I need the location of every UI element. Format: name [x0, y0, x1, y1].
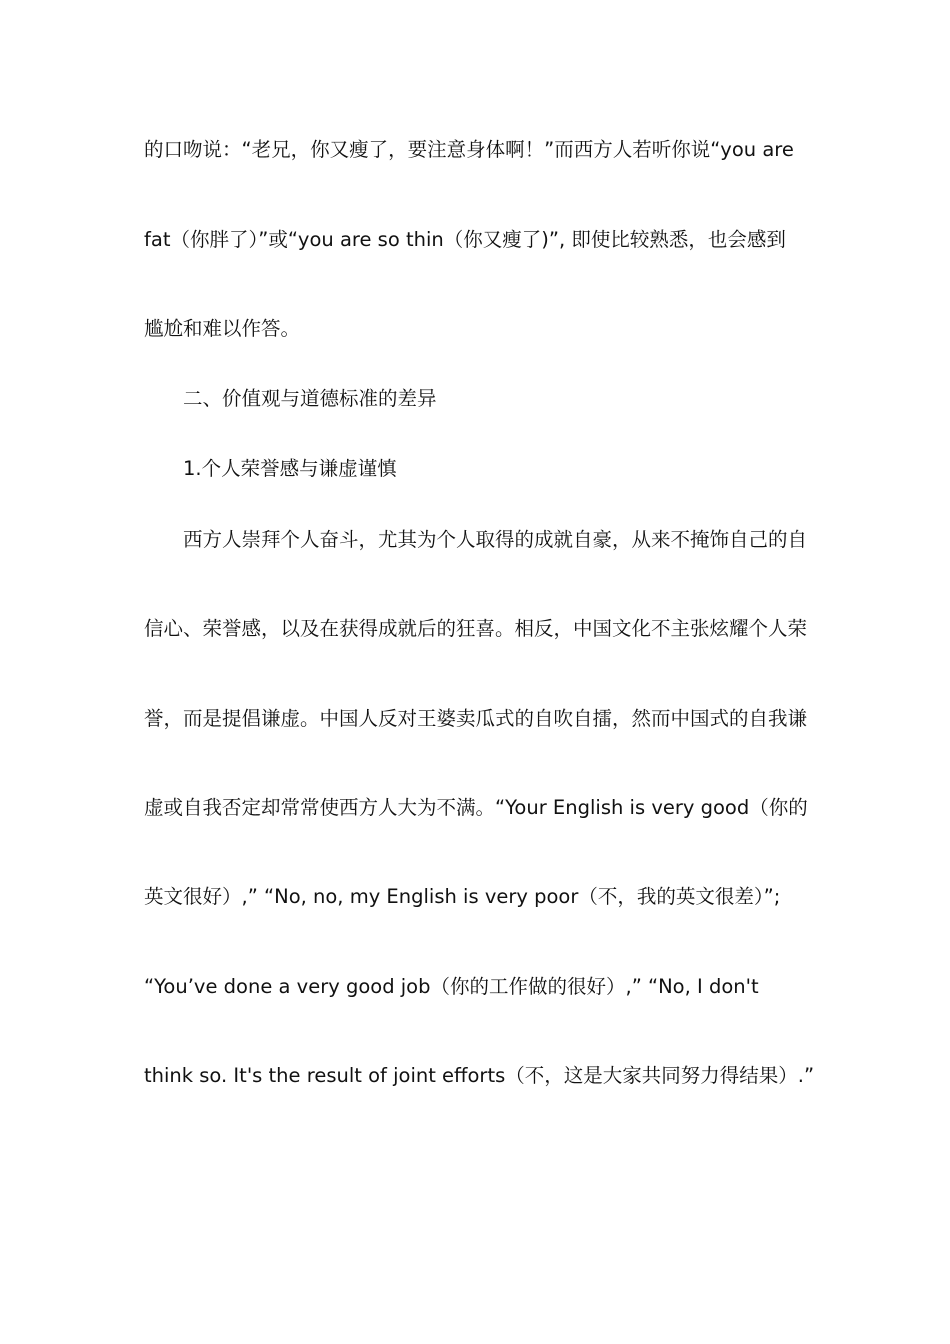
paragraph-line: 西方人崇拜个人奋斗，尤其为个人取得的成就自豪，从来不掩饰自己的自 — [183, 528, 808, 551]
paragraph-line: 尴尬和难以作答。 — [144, 317, 301, 340]
section-heading: 二、价值观与道德标准的差异 — [183, 387, 437, 410]
paragraph-line: 虚或自我否定却常常使西方人大为不满。“Your English is very good（你的 — [144, 796, 808, 819]
paragraph-line: 的口吻说：“老兄，你又瘦了，要注意身体啊！”而西方人若听你说“you are — [144, 138, 794, 161]
paragraph-line: fat（你胖了）”或“you are so thin（你又瘦了)”, 即使比较熟悉，也会感到 — [144, 228, 786, 251]
paragraph-line: 誉，而是提倡谦虚。中国人反对王婆卖瓜式的自吹自擂，然而中国式的自我谦 — [144, 707, 808, 730]
paragraph-line: 英文很好）,” “No, no, my English is very poor（不，我的英文很差）”; — [144, 885, 781, 908]
subsection-heading: 1.个人荣誉感与谦虚谨慎 — [183, 457, 397, 480]
paragraph-line: think so. It's the result of joint efforts（不，这是大家共同努力得结果）.” — [144, 1064, 815, 1087]
paragraph-line: 信心、荣誉感，以及在获得成就后的狂喜。相反，中国文化不主张炫耀个人荣 — [144, 617, 808, 640]
paragraph-line: “You’ve done a very good job（你的工作做的很好）,” “No, I don't — [144, 975, 759, 998]
